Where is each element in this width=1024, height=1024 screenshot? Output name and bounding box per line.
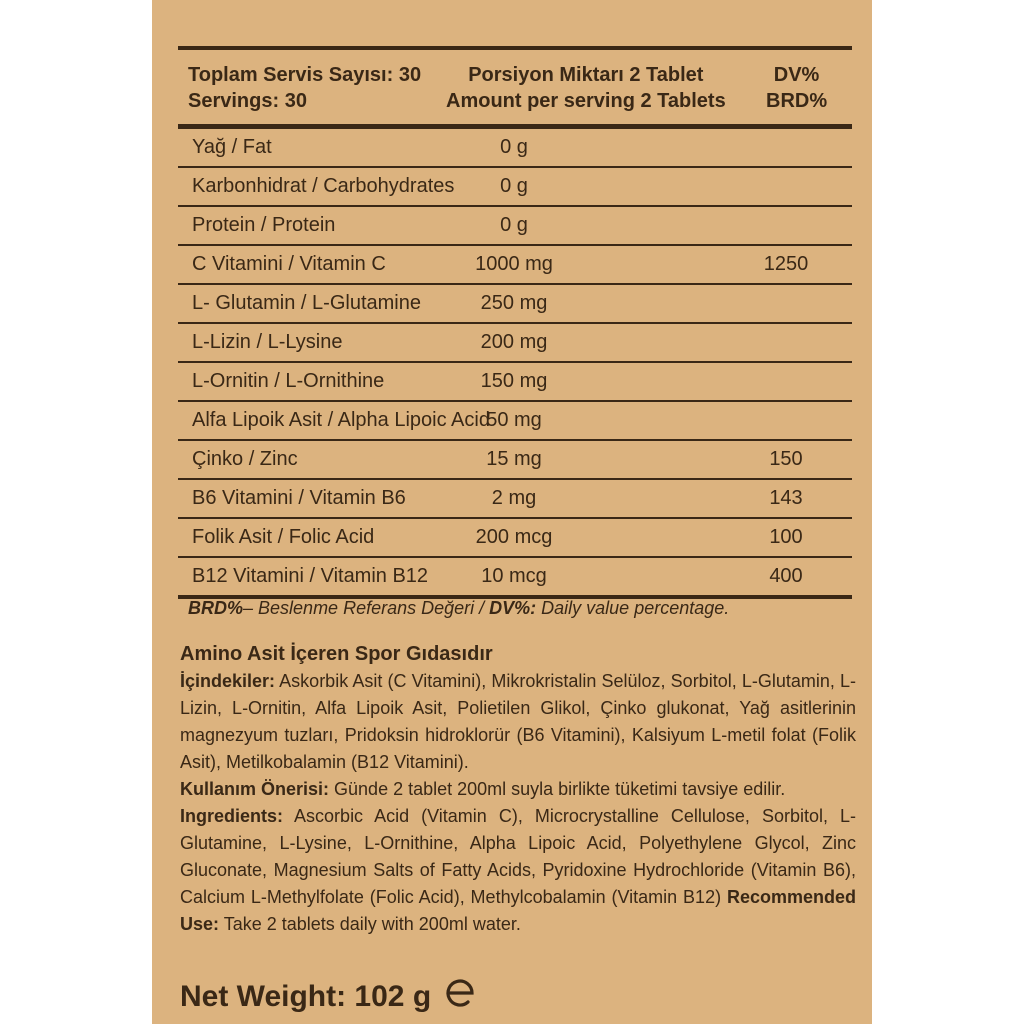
nutrient-amount: 2 mg	[491, 487, 537, 509]
table-row	[178, 441, 852, 480]
nutrition-facts-table	[178, 46, 852, 599]
estimated-sign-icon	[443, 978, 477, 1016]
usage-en-text: Take 2 tablets daily with 200ml water.	[219, 914, 521, 934]
nutrient-name: B12 Vitamini / Vitamin B12	[192, 565, 429, 587]
nutrient-amount: 15 mg	[486, 448, 542, 470]
nutrient-name: Çinko / Zinc	[192, 448, 298, 470]
dv-label: DV%:	[489, 598, 537, 618]
table-row	[178, 558, 852, 599]
nutrient-amount: 200 mg	[480, 331, 548, 353]
servings-tr: Toplam Servis Sayısı: 30	[188, 64, 422, 86]
label-panel	[152, 0, 872, 1024]
ingredients-tr-label: İçindekiler:	[180, 671, 276, 691]
dv-tr: BRD%	[766, 90, 828, 112]
nutrient-name: L-Lizin / L-Lysine	[192, 331, 343, 353]
nutrient-name: C Vitamini / Vitamin C	[192, 253, 386, 275]
ingredients-block	[180, 640, 856, 938]
usage-tr-text: Günde 2 tablet 200ml suyla birlikte tüketimi tavsiye edilir.	[329, 779, 786, 799]
amount-en: Amount per serving 2 Tablets	[446, 90, 726, 112]
nutrient-amount: 50 mg	[486, 409, 542, 431]
nutrient-name: B6 Vitamini / Vitamin B6	[192, 487, 406, 509]
table-row	[178, 168, 852, 207]
nutrient-name: L- Glutamin / L-Glutamine	[192, 292, 421, 314]
ingredients-en-label: Ingredients:	[180, 806, 284, 826]
footnote	[188, 598, 848, 619]
table-row	[178, 402, 852, 441]
table-row	[178, 246, 852, 285]
table-header	[178, 50, 852, 129]
net-weight-text: Net Weight: 102 g	[180, 980, 432, 1013]
table-row	[178, 207, 852, 246]
nutrient-dv: 400	[769, 565, 803, 587]
servings-header	[188, 62, 421, 114]
nutrient-dv: 100	[769, 526, 803, 548]
nutrient-name: Yağ / Fat	[192, 136, 272, 158]
servings-en: Servings: 30	[188, 90, 307, 112]
table-row	[178, 129, 852, 168]
net-weight	[180, 978, 477, 1016]
ingredients-en-text: Ascorbic Acid (Vitamin C), Microcrystalline Cellulose, Sorbitol, L-Glutamine, L-Lysine, L-Ornithine, Alpha Lipoic Acid, Polyethylene Glycol, Zinc Gluconate, Magnesium Salts of Fatty Acids, Pyridoxine Hydrochloride (Vitamin B6), Calcium L-Methylfolate (Folic Acid), Methylcobalamin (Vitamin B12)	[180, 806, 856, 907]
table-row	[178, 480, 852, 519]
table-row	[178, 324, 852, 363]
usage-en-label: Recommended Use:	[180, 887, 856, 934]
product-type: Amino Asit İçeren Spor Gıdasıdır	[180, 643, 493, 665]
nutrient-amount: 0 g	[500, 214, 528, 236]
nutrient-name: Alfa Lipoik Asit / Alpha Lipoic Acid	[192, 409, 490, 431]
ingredients-en	[180, 803, 856, 938]
brd-label: BRD%	[188, 598, 244, 618]
nutrient-amount: 0 g	[500, 136, 528, 158]
nutrient-amount: 1000 mg	[475, 253, 553, 275]
dv-header	[766, 62, 827, 114]
nutrient-dv: 143	[769, 487, 803, 509]
nutrient-dv: 1250	[763, 253, 809, 275]
nutrient-amount: 10 mcg	[481, 565, 547, 587]
table-row	[178, 519, 852, 558]
nutrient-amount: 250 mg	[480, 292, 548, 314]
nutrient-dv: 150	[769, 448, 803, 470]
nutrient-name: Folik Asit / Folic Acid	[192, 526, 375, 548]
brd-text: – Beslenme Referans Değeri /	[243, 598, 490, 618]
usage-tr-label: Kullanım Önerisi:	[180, 779, 330, 799]
dv-en: DV%	[773, 64, 820, 86]
amount-header	[446, 62, 726, 114]
nutrient-name: Protein / Protein	[192, 214, 336, 236]
dv-text: Daily value percentage.	[536, 598, 730, 618]
nutrient-name: L-Ornitin / L-Ornithine	[192, 370, 385, 392]
nutrient-name: Karbonhidrat / Carbohydrates	[192, 175, 455, 197]
table-row	[178, 363, 852, 402]
nutrient-amount: 200 mcg	[475, 526, 553, 548]
amount-tr: Porsiyon Miktarı 2 Tablet	[468, 64, 704, 86]
table-row	[178, 285, 852, 324]
ingredients-tr	[180, 668, 856, 776]
nutrient-amount: 0 g	[500, 175, 528, 197]
ingredients-tr-text: Askorbik Asit (C Vitamini), Mikrokristalin Selüloz, Sorbitol, L-Glutamin, L-Lizin, L-Ornitin, Alfa Lipoik Asit, Polietilen Glikol, Çinko glukonat, Yağ asitlerinin magnezyum tuzları, Pridoksin hidroklorür (B6 Vitamini), Kalsiyum L-metil folat (Folik Asit), Metilkobalamin (B12 Vitamini).	[180, 671, 856, 772]
table-body	[178, 129, 852, 599]
usage-tr	[180, 776, 856, 803]
nutrient-amount: 150 mg	[480, 370, 548, 392]
